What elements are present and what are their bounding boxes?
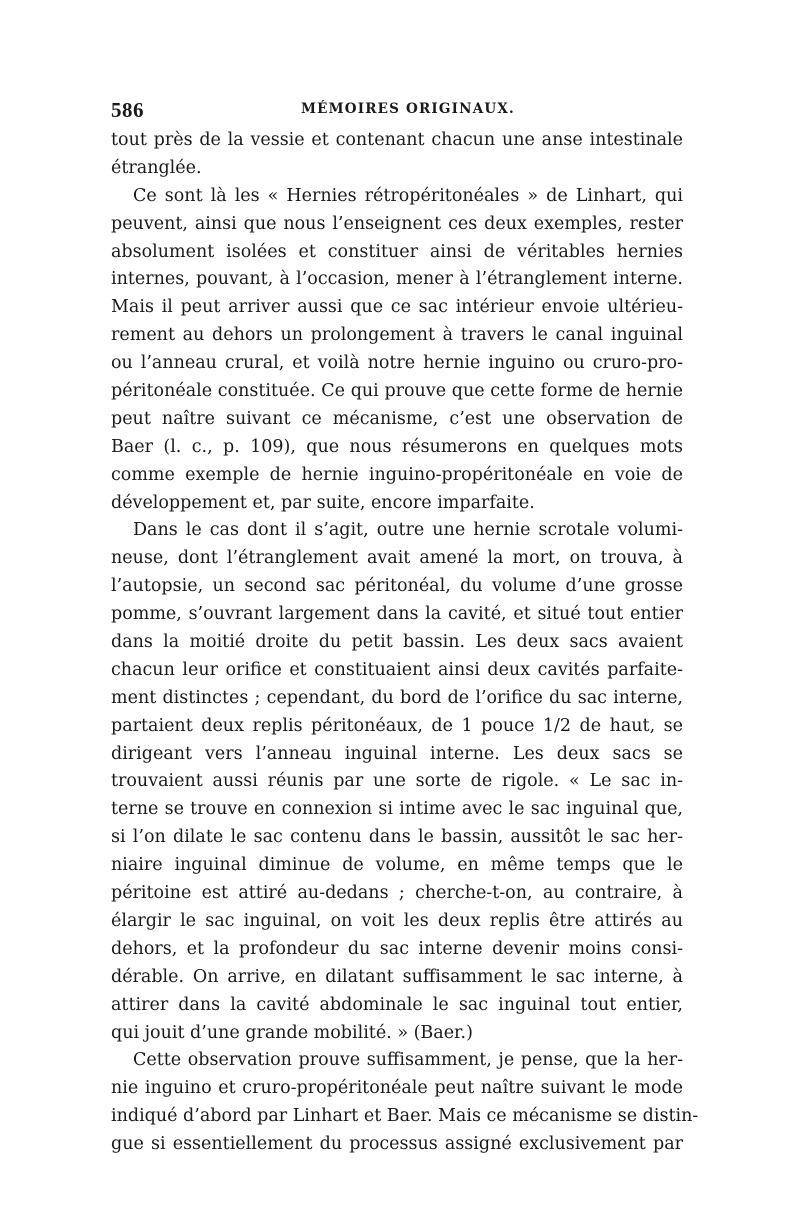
text-line: dérable. On arrive, en dilatant suffisamment le sac interne, à: [111, 966, 683, 987]
text-line: dehors, et la profondeur du sac interne devenir moins consi-: [111, 938, 683, 959]
paragraph-start-line: Ce sont là les « Hernies rétropéritonéales » de Linhart, qui: [133, 185, 683, 206]
text-line: peuvent, ainsi que nous l’enseignent ces deux exemples, rester: [111, 213, 683, 234]
text-line: niaire inguinal diminue de volume, en même temps que le: [111, 855, 683, 876]
text-line: gue si essentiellement du processus assigné exclusivement par: [111, 1134, 683, 1155]
text-line: étranglée.: [111, 157, 202, 178]
text-line: tout près de la vessie et contenant chacun une anse intestinale: [111, 130, 683, 150]
page-header: [111, 98, 691, 122]
body-text: [111, 127, 699, 1159]
text-line: chacun leur orifice et constituaient ainsi deux cavités parfaite-: [111, 659, 683, 680]
text-line: rement au dehors un prolongement à travers le canal inguinal: [111, 325, 683, 346]
text-line: indiqué d’abord par Linhart et Baer. Mais ce mécanisme se distin-: [111, 1106, 699, 1127]
text-line: pomme, s’ouvrant largement dans la cavité, et situé tout entier: [111, 604, 683, 625]
text-line: dirigeant vers l’anneau inguinal interne. Les deux sacs se: [111, 743, 683, 764]
text-line: péritoine est attiré au-dedans ; cherche-t-on, au contraire, à: [111, 883, 683, 904]
text-line: dans la moitié droite du petit bassin. Les deux sacs avaient: [111, 632, 683, 653]
text-line: Baer (l. c., p. 109), que nous résumerons en quelques mots: [111, 436, 683, 457]
text-line: péritonéale constituée. Ce qui prouve que cette forme de hernie: [111, 381, 683, 402]
text-line: l’autopsie, un second sac péritonéal, du volume d’une grosse: [111, 576, 683, 597]
text-line: Mais il peut arriver aussi que ce sac intérieur envoie ultérieu-: [111, 297, 683, 318]
text-line: trouvaient aussi réunis par une sorte de rigole. « Le sac in-: [111, 771, 683, 792]
text-line: élargir le sac inguinal, on voit les deux replis être attirés au: [111, 910, 683, 931]
text-line: internes, pouvant, à l’occasion, mener à l’étranglement interne.: [111, 269, 683, 290]
text-line: développement et, par suite, encore imparfaite.: [111, 492, 535, 513]
paragraph-start-line: Dans le cas dont il s’agit, outre une hernie scrotale volumi-: [133, 520, 683, 541]
text-line: ou l’anneau crural, et voilà notre hernie inguino ou cruro-pro-: [111, 353, 683, 374]
paragraph-start-line: Cette observation prouve suffisamment, je pense, que la her-: [133, 1050, 683, 1071]
text-line: absolument isolées et constituer ainsi de véritables hernies: [111, 241, 683, 262]
text-line: peut naître suivant ce mécanisme, c’est une observation de: [111, 408, 683, 429]
page-number: 586: [111, 98, 144, 122]
text-line: attirer dans la cavité abdominale le sac inguinal tout entier,: [111, 994, 683, 1015]
text-line: si l’on dilate le sac contenu dans le bassin, aussitôt le sac her-: [111, 827, 683, 848]
text-line: qui jouit d’une grande mobilité. » (Baer.): [111, 1022, 473, 1043]
running-head: MÉMOIRES ORIGINAUX.: [301, 101, 515, 117]
text-line: neuse, dont l’étranglement avait amené la mort, on trouva, à: [111, 548, 683, 569]
text-line: nie inguino et cruro-propéritonéale peut naître suivant le mode: [111, 1078, 683, 1099]
text-line: comme exemple de hernie inguino-propéritonéale en voie de: [111, 464, 683, 485]
text-line: ment distinctes ; cependant, du bord de l’orifice du sac interne,: [111, 687, 683, 708]
text-line: terne se trouve en connexion si intime avec le sac inguinal que,: [111, 799, 683, 820]
text-line: partaient deux replis péritonéaux, de 1 pouce 1/2 de haut, se: [111, 715, 683, 736]
